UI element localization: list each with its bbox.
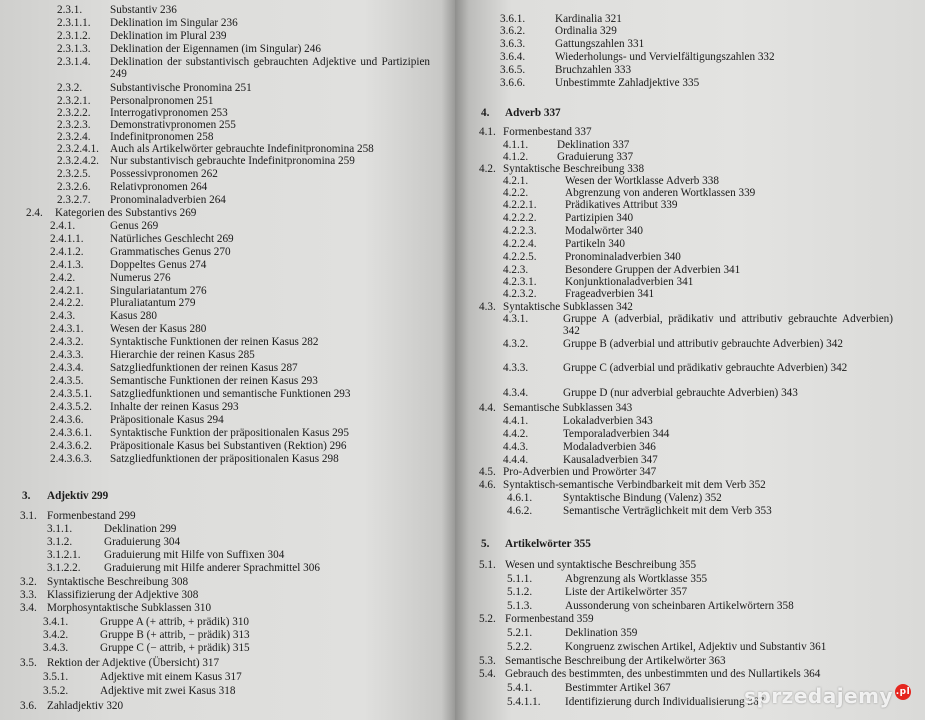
toc-entry-number: 3.4.2. [43,629,69,641]
toc-entry-number: 2.4.3.5. [50,375,84,387]
toc-entry-number: 2.4.3. [50,310,76,322]
toc-entry-title: Präpositionale Kasus bei Substantiven (Rektion) 296 [110,440,347,452]
toc-entry-number: 4.1. [479,126,496,138]
toc-entry-title: Pluraliatantum 279 [110,297,196,309]
toc-entry-number: 3.6.6. [500,77,526,89]
toc-entry-number: 2.4.1.2. [50,246,84,258]
toc-entry-number: 3.4. [20,602,37,614]
toc-entry-number: 2.4.1.1. [50,233,84,245]
toc-entry-number: 3.1.1. [47,523,73,535]
toc-entry-title: Präpositionale Kasus 294 [110,414,224,426]
toc-entry-number: 2.4.1. [50,220,76,232]
toc-entry-number: 2.4.3.5.2. [50,401,92,413]
toc-entry-title: Gruppe B (adverbial und attributiv gebrauchte Adverbien) 342 [563,338,843,350]
toc-entry-number: 2.3.1. [57,4,83,16]
toc-entry-number: 3.6.3. [500,38,526,50]
toc-entry-title: Gruppe C (adverbial und prädikativ gebrauchte Adverbien) 342 [563,362,848,374]
toc-entry-number: 4.4.2. [503,428,529,440]
toc-entry-number: 4.3.1. [503,313,529,325]
toc-entry-number: 4.2.3. [503,264,529,276]
toc-entry-title: Wesen der Kasus 280 [110,323,207,335]
toc-entry-number: 2.4. [26,207,43,219]
toc-entry-number: 2.3.2.4.1. [57,143,99,155]
toc-entry-number: 2.3.1.3. [57,43,91,55]
toc-entry-title: Besondere Gruppen der Adverbien 341 [565,264,741,276]
toc-entry-number: 4.3.2. [503,338,529,350]
toc-entry-title: Gruppe C (− attrib, + prädik) 315 [100,642,250,654]
toc-entry-number: 5.2. [479,613,496,625]
toc-entry-title: Syntaktische Beschreibung 338 [503,163,645,175]
toc-entry-title: Klassifizierung der Adjektive 308 [47,589,199,601]
toc-entry-title: Wesen und syntaktische Beschreibung 355 [505,559,697,571]
toc-entry-title: Satzgliedfunktionen der reinen Kasus 287 [110,362,298,374]
toc-entry-number: 3.1.2. [47,536,73,548]
toc-entry-title: Zahladjektiv 320 [47,700,124,712]
toc-entry-title: Artikelwörter 355 [505,538,591,550]
toc-entry-title: Formenbestand 359 [505,613,594,625]
toc-entry-title: Doppeltes Genus 274 [110,259,207,271]
toc-entry-number: 2.3.2.7. [57,194,91,206]
right-page [455,0,925,720]
toc-entry-title: Inhalte der reinen Kasus 293 [110,401,239,413]
toc-entry-title: Semantische Funktionen der reinen Kasus 293 [110,375,318,387]
toc-entry-title: Syntaktische Subklassen 342 [503,301,633,313]
toc-entry-title: Partizipien 340 [565,212,634,224]
toc-entry-title: Deklination 299 [104,523,177,535]
toc-entry-number: 4.5. [479,466,496,478]
toc-entry-number: 3.6.5. [500,64,526,76]
toc-entry-title: Genus 269 [110,220,159,232]
toc-entry-title: Syntaktische Beschreibung 308 [47,576,189,588]
toc-entry-number: 2.3.2.3. [57,119,91,131]
toc-entry-title: Hierarchie der reinen Kasus 285 [110,349,255,361]
toc-entry-number: 4.2. [479,163,496,175]
toc-entry-title: Deklination im Singular 236 [110,17,238,29]
toc-entry-number: 4.3.4. [503,387,529,399]
toc-entry-number: 2.4.3.3. [50,349,84,361]
toc-entry-number: 3.6.4. [500,51,526,63]
toc-entry-number: 5.1.2. [507,586,533,598]
toc-entry-title: Pronominaladverbien 264 [110,194,226,206]
toc-entry-title: Indefinitpronomen 258 [110,131,214,143]
toc-entry-number: 3.6.1. [500,13,526,25]
toc-entry-number: 5.4.1.1. [507,696,541,708]
toc-entry-number: 3.6.2. [500,25,526,37]
toc-entry-title: Singulariatantum 276 [110,285,207,297]
toc-entry-title: Morphosyntaktische Subklassen 310 [47,602,212,614]
toc-entry-title: Numerus 276 [110,272,171,284]
toc-entry-title: Satzgliedfunktionen der präpositionalen Kasus 298 [110,453,339,465]
toc-entry-title: Gebrauch des bestimmten, des unbestimmten und des Nullartikels 364 [505,668,821,680]
toc-entry-title: Satzgliedfunktionen und semantische Funktionen 293 [110,388,351,400]
toc-entry-title: Wiederholungs- und Vervielfältigungszahlen 332 [555,51,775,63]
toc-entry-title: Relativpronomen 264 [110,181,208,193]
toc-entry-number: 3. [22,490,31,502]
toc-entry-title: Temporaladverbien 344 [563,428,670,440]
toc-entry-number: 4.2.2.5. [503,251,537,263]
toc-entry-number: 3.5. [20,657,37,669]
toc-entry-title: Kasus 280 [110,310,157,322]
toc-entry-number: 3.2. [20,576,37,588]
toc-entry-number: 5.1. [479,559,496,571]
toc-entry-title: Bruchzahlen 333 [555,64,632,76]
toc-entry-number: 2.4.3.6. [50,414,84,426]
toc-entry-number: 3.5.2. [43,685,69,697]
toc-entry-title: Personalpronomen 251 [110,95,214,107]
watermark-logo [744,684,911,708]
toc-entry-number: 5.2.1. [507,627,533,639]
toc-entry-title: Substantiv 236 [110,4,177,16]
toc-entry-number: 4.2.2. [503,187,529,199]
toc-entry-number: 2.4.3.1. [50,323,84,335]
toc-entry-number: 2.3.1.1. [57,17,91,29]
toc-entry-title: Identifizierung durch Individualisierung 367 [565,696,765,708]
toc-entry-number: 5.4. [479,668,496,680]
toc-entry-number: 5.3. [479,655,496,667]
toc-entry-number: 5.1.3. [507,600,533,612]
toc-entry-title: Syntaktische Bindung (Valenz) 352 [563,492,722,504]
toc-entry-number: 2.3.2.6. [57,181,91,193]
toc-entry-number: 5.1.1. [507,573,533,585]
watermark-badge: .pl [895,684,911,700]
toc-entry-number: 4.1.1. [503,139,529,151]
toc-entry-title: Gruppe D (nur adverbial gebrauchte Adverbien) 343 [563,387,798,399]
toc-entry-number: 2.3.2. [57,82,83,94]
toc-entry-number: 4.3. [479,301,496,313]
toc-entry-number: 4.1.2. [503,151,529,163]
toc-entry-title: Abgrenzung als Wortklasse 355 [565,573,708,585]
toc-entry-title: Formenbestand 337 [503,126,592,138]
toc-entry-number: 4.6.1. [507,492,533,504]
toc-entry-number: 2.4.2.2. [50,297,84,309]
toc-entry-number: 4.2.3.1. [503,276,537,288]
toc-entry-title: Deklination 337 [557,139,630,151]
toc-entry-title: Substantivische Pronomina 251 [110,82,252,94]
toc-entry-number: 4.2.2.2. [503,212,537,224]
toc-entry-title: Syntaktisch-semantische Verbindbarkeit mit dem Verb 352 [503,479,766,491]
toc-entry-title: Partikeln 340 [565,238,625,250]
toc-entry-number: 2.4.1.3. [50,259,84,271]
toc-entry-title: Pronominaladverbien 340 [565,251,681,263]
toc-entry-number: 4.2.2.3. [503,225,537,237]
toc-entry-title: Konjunktionaladverbien 341 [565,276,694,288]
toc-entry-number: 2.4.2.1. [50,285,84,297]
toc-entry-title: Gruppe B (+ attrib, − prädik) 313 [100,629,250,641]
toc-entry-number: 4.2.2.1. [503,199,537,211]
toc-entry-title: Graduierung 337 [557,151,634,163]
toc-entry-title: Formenbestand 299 [47,510,136,522]
toc-entry-title: Semantische Verträglichkeit mit dem Verb 353 [563,505,772,517]
toc-entry-number: 3.3. [20,589,37,601]
toc-entry-number: 2.4.3.5.1. [50,388,92,400]
toc-entry-title: Unbestimmte Zahladjektive 335 [555,77,700,89]
toc-entry-title: Frageadverbien 341 [565,288,655,300]
toc-entry-title: Grammatisches Genus 270 [110,246,231,258]
toc-entry-title: Syntaktische Funktionen der reinen Kasus 282 [110,336,319,348]
toc-entry-number: 4.2.2.4. [503,238,537,250]
toc-entry-title: Natürliches Geschlecht 269 [110,233,234,245]
toc-entry-number: 5. [481,538,490,550]
toc-entry-title: Adverb 337 [505,107,561,119]
toc-entry-title: Pro-Adverbien und Prowörter 347 [503,466,657,478]
toc-entry-title: Possessivpronomen 262 [110,168,218,180]
toc-entry-number: 4.4.1. [503,415,529,427]
toc-entry-number: 2.4.3.6.1. [50,427,92,439]
toc-entry-title: Graduierung 304 [104,536,181,548]
toc-entry-number: 4.2.3.2. [503,288,537,300]
toc-entry-number: 4.2.1. [503,175,529,187]
toc-entry-title: Lokaladverbien 343 [563,415,653,427]
toc-entry-number: 4. [481,107,490,119]
toc-entry-number: 2.3.2.4. [57,131,91,143]
toc-entry-title: Gruppe A (adverbial, prädikativ und attributiv gebrauchte Adverbien) 342 [563,313,893,337]
toc-entry-number: 5.2.2. [507,641,533,653]
toc-entry-number: 2.3.2.5. [57,168,91,180]
toc-entry-number: 3.4.1. [43,616,69,628]
toc-entry-title: Liste der Artikelwörter 357 [565,586,688,598]
toc-entry-number: 4.4.3. [503,441,529,453]
toc-entry-title: Demonstrativpronomen 255 [110,119,236,131]
toc-entry-number: 4.3.3. [503,362,529,374]
toc-entry-number: 2.4.3.4. [50,362,84,374]
toc-entry-title: Kausaladverbien 347 [563,454,658,466]
toc-entry-number: 3.1.2.1. [47,549,81,561]
toc-entry-number: 2.3.2.2. [57,107,91,119]
toc-entry-number: 2.3.1.4. [57,56,91,68]
toc-entry-title: Prädikatives Attribut 339 [565,199,678,211]
toc-entry-title: Gattungszahlen 331 [555,38,645,50]
toc-entry-number: 4.6.2. [507,505,533,517]
toc-entry-number: 4.4. [479,402,496,414]
toc-entry-number: 4.4.4. [503,454,529,466]
toc-entry-number: 4.6. [479,479,496,491]
toc-entry-title: Modalwörter 340 [565,225,643,237]
toc-entry-number: 2.3.2.4.2. [57,155,99,167]
toc-entry-title: Auch als Artikelwörter gebrauchte Indefinitpronomina 258 [110,143,374,155]
toc-entry-number: 2.4.3.6.2. [50,440,92,452]
toc-entry-title: Modaladverbien 346 [563,441,656,453]
toc-entry-title: Rektion der Adjektive (Übersicht) 317 [47,657,220,669]
toc-entry-number: 3.4.3. [43,642,69,654]
toc-entry-number: 3.1.2.2. [47,562,81,574]
toc-entry-number: 2.4.3.2. [50,336,84,348]
toc-entry-number: 3.5.1. [43,671,69,683]
toc-entry-number: 2.3.1.2. [57,30,91,42]
toc-entry-title: Graduierung mit Hilfe anderer Sprachmittel 306 [104,562,320,574]
toc-entry-title: Bestimmter Artikel 367 [565,682,671,694]
toc-entry-title: Kardinalia 321 [555,13,622,25]
toc-entry-title: Gruppe A (+ attrib, + prädik) 310 [100,616,250,628]
toc-entry-title: Nur substantivisch gebrauchte Indefinitpronomina 259 [110,155,355,167]
toc-entry-number: 2.4.2. [50,272,76,284]
toc-entry-number: 2.4.3.6.3. [50,453,92,465]
watermark-text: sprzedajemy [744,684,893,708]
toc-entry-title: Deklination 359 [565,627,638,639]
left-page [0,0,455,720]
toc-entry-title: Deklination im Plural 239 [110,30,227,42]
toc-entry-number: 3.1. [20,510,37,522]
toc-entry-title: Ordinalia 329 [555,25,617,37]
toc-entry-title: Kongruenz zwischen Artikel, Adjektiv und Substantiv 361 [565,641,827,653]
toc-entry-title: Interrogativpronomen 253 [110,107,228,119]
toc-entry-title: Graduierung mit Hilfe von Suffixen 304 [104,549,285,561]
toc-entry-title: Adjektive mit zwei Kasus 318 [100,685,236,697]
toc-entry-title: Aussonderung von scheinbaren Artikelwörtern 358 [565,600,794,612]
toc-entry-title: Abgrenzung von anderen Wortklassen 339 [565,187,756,199]
toc-entry-number: 3.6. [20,700,37,712]
toc-entry-number: 5.4.1. [507,682,533,694]
toc-entry-title: Adjektive mit einem Kasus 317 [100,671,242,683]
toc-entry-title: Semantische Subklassen 343 [503,402,633,414]
toc-entry-title: Syntaktische Funktion der präpositionalen Kasus 295 [110,427,349,439]
toc-entry-title: Wesen der Wortklasse Adverb 338 [565,175,719,187]
toc-entry-title: Kategorien des Substantivs 269 [55,207,197,219]
toc-entry-title: Adjektiv 299 [47,490,109,502]
toc-entry-title: Semantische Beschreibung der Artikelwörter 363 [505,655,726,667]
toc-entry-number: 2.3.2.1. [57,95,91,107]
toc-entry-title: Deklination der substantivisch gebrauchten Adjektive und Partizipien 249 [110,56,430,80]
toc-entry-title: Deklination der Eigennamen (im Singular) 246 [110,43,321,55]
